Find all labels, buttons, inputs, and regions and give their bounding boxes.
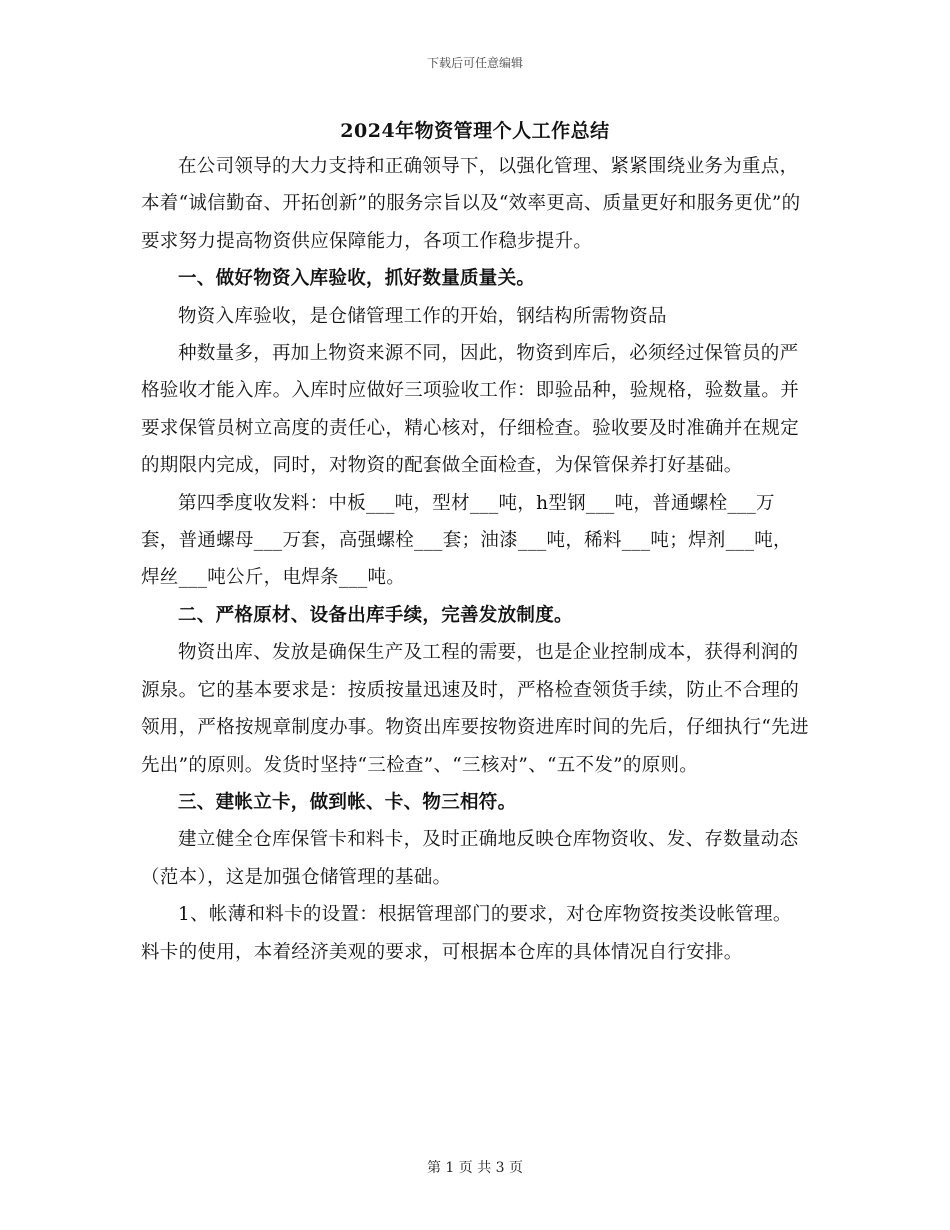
paragraph-q4-materials: 第四季度收发料：中板___吨，型材___吨，h型钢___吨，普通螺栓___万套，普通螺母___万套，高强螺栓___套；油漆___吨，稀料___吨；焊剂___吨，焊丝___吨公斤，电焊条___吨。	[141, 492, 792, 589]
paragraph: 物资出库、发放是确保生产及工程的需要，也是企业控制成本，获得利润的源泉。它的基本要求是：按质按量迅速及时，严格检查领货手续，防止不合理的领用，严格按规章制度办事。物资出库要按物资进库时间的先后，仔细执行“先进先出”的原则。发货时坚持“三检查”、“三核对”、“五不发”的原则。	[141, 642, 809, 776]
page-number: 第 1 页 共 3 页	[426, 1160, 524, 1176]
section-heading-2: 二、严格原材、设备出库手续，完善发放制度。	[178, 604, 573, 626]
paragraph: 建立健全仓库保管卡和料卡，及时正确地反映仓库物资收、发、存数量动态（范本），这是加强仓储管理的基础。	[141, 829, 799, 888]
paragraph: 物资入库验收，是仓储管理工作的开始，钢结构所需物资品	[178, 305, 667, 327]
section-heading-3: 三、建帐立卡，做到帐、卡、物三相符。	[178, 791, 517, 813]
paragraph: 1、帐薄和料卡的设置：根据管理部门的要求，对仓库物资按类设帐管理。料卡的使用，本着经济美观的要求，可根据本仓库的具体情况自行安排。	[141, 904, 792, 963]
page-header-note: 下载后可任意编辑	[426, 56, 523, 70]
document-body	[141, 148, 809, 971]
paragraph-intro: 在公司领导的大力支持和正确领导下，以强化管理、紧紧围绕业务为重点，本着“诚信勤奋、开拓创新”的服务宗旨以及“效率更高、质量更好和服务更优”的要求努力提高物资供应保障能力，各项工作稳步提升。	[141, 156, 801, 252]
section-heading-1: 一、做好物资入库验收，抓好数量质量关。	[178, 268, 536, 290]
document-title: 2024年物资管理个人工作总结	[340, 120, 610, 142]
paragraph: 种数量多，再加上物资来源不同，因此，物资到库后，必须经过保管员的严格验收才能入库。入库时应做好三项验收工作：即验品种，验规格，验数量。并要求保管员树立高度的责任心，精心核对，仔细检查。验收要及时准确并在规定的期限内完成，同时，对物资的配套做全面检查，为保管保养打好基础。	[141, 343, 800, 477]
